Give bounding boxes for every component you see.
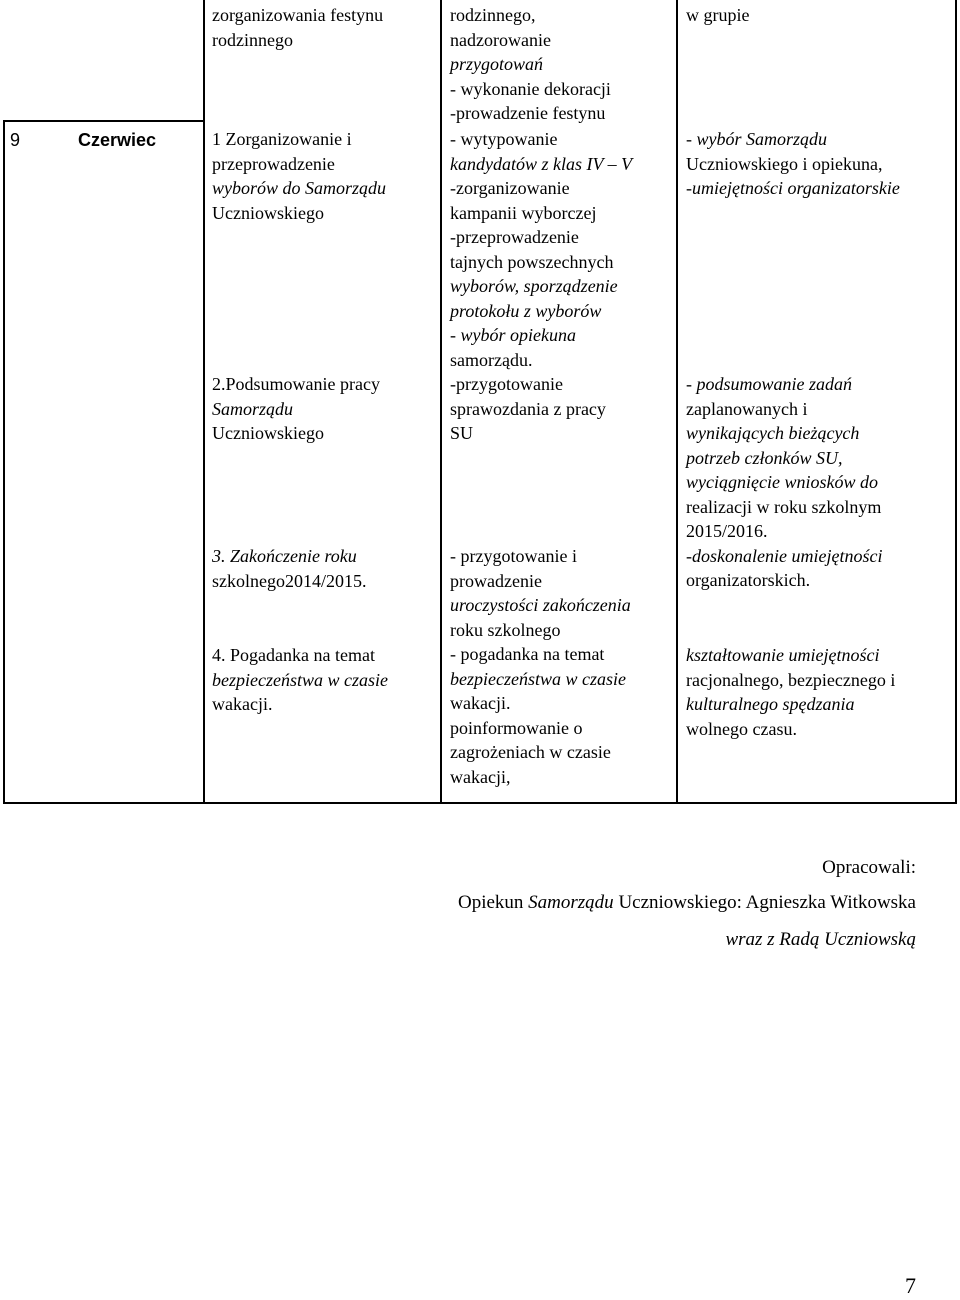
task-line: zorganizowania festynu [212,5,384,25]
task-safety-talk [212,643,388,717]
opiekun-samorzadu: Samorządu [528,892,614,913]
method-line: rodzinnego, [450,5,536,25]
method-line: SU [450,423,474,443]
table-bottom-border [3,802,957,804]
method-line: przygotowań [450,54,544,74]
goal-year-end [686,643,895,741]
goal-line: - podsumowanie zadań [686,374,852,394]
task-line: 2.Podsumowanie pracy [212,374,380,394]
method-line: -przygotowanie [450,374,563,394]
goal-line: -umiejętności organizatorskie [686,178,900,198]
method-line: - wybór opiekuna [450,325,576,345]
goal-line: kulturalnego spędzania [686,694,855,714]
method-line: wakacji. [450,693,511,713]
goal-line: kształtowanie umiejętności [686,645,880,665]
goal-line: realizacji w roku szkolnym [686,496,882,517]
method-line: prowadzenie [450,570,542,591]
goal-line: Uczniowskiego i opiekuna, [686,153,883,174]
goal-line: - wybór Samorządu [686,129,828,149]
task-line: Uczniowskiego [212,423,324,443]
table-column-divider [203,0,205,804]
method-line: sprawozdania z pracy [450,398,606,419]
method-line: - wykonanie dekoracji [450,78,611,99]
goal-line: zaplanowanych i [686,398,808,419]
month-label: Czerwiec [78,130,157,150]
task-line: bezpieczeństwa w czasie [212,669,388,690]
goal-summary [686,372,882,593]
task-line: rodzinnego [212,29,293,50]
task-line: Samorządu [212,398,294,419]
prepared-by-label: Opracowali: [822,857,916,878]
method-line: bezpieczeństwa w czasie [450,668,626,689]
method-line: protokołu z wyborów [450,300,602,321]
task-line: szkolnego2014/2015. [212,570,367,591]
task-line: wakacji. [212,694,273,714]
goal-line: -doskonalenie umiejętności [686,545,883,566]
method-line: -prowadzenie festynu [450,103,606,123]
goal-line: 2015/2016. [686,521,768,541]
page-number: 7 [905,1273,916,1298]
opiekun-rest: Uczniowskiego: Agnieszka Witkowska [613,892,916,913]
method-summary [450,372,606,446]
method-line: - pogadanka na temat [450,644,605,664]
method-line: kandydatów z klas IV – V [450,153,633,174]
task-cell-continuation [212,3,383,52]
goal-line: wyciągnięcie wniosków do [686,472,878,492]
task-line: przeprowadzenie [212,153,335,174]
goal-elections [686,127,900,201]
table-right-border [955,0,957,804]
task-line: wyborów do Samorządu [212,178,387,198]
task-year-end [212,544,367,593]
goal-cell-continuation [686,3,749,28]
opiekun-line [458,890,916,916]
method-line: uroczystości zakończenia [450,595,631,615]
opiekun-prefix: Opiekun [457,892,529,913]
goal-line: wolnego czasu. [686,718,797,739]
method-line: -przeprowadzenie [450,227,579,247]
method-line: samorządu. [450,349,533,370]
method-line: roku szkolnego [450,619,561,640]
method-line: - wytypowanie [450,129,558,149]
method-line: poinformowanie o [450,717,583,738]
goal-line: w grupie [686,5,750,25]
row-number: 9 [10,130,21,150]
task-summary [212,372,380,446]
with-student-council [725,927,916,953]
method-line: wakacji, [450,766,511,787]
goal-line: wynikających bieżących [686,423,860,443]
method-line: - przygotowanie i [450,546,577,566]
goal-line: racjonalnego, bezpiecznego i [686,669,896,690]
method-line: -zorganizowanie [450,178,570,198]
method-line: kampanii wyborczej [450,202,597,223]
method-cell-continuation [450,3,611,126]
method-year-end [450,544,631,789]
task-line: Uczniowskiego [212,202,324,223]
task-elections [212,127,386,225]
table-column-divider [676,0,678,804]
table-divider-row [3,120,205,122]
method-line: wyborów, sporządzenie [450,276,618,296]
with-council-text: wraz z Radą Uczniowską [725,929,916,950]
table-column-divider [440,0,442,804]
table-left-border [3,120,5,804]
goal-line: potrzeb członków SU, [686,447,843,468]
task-line: 1 Zorganizowanie i [212,129,352,149]
goal-line: organizatorskich. [686,570,811,590]
method-line: zagrożeniach w czasie [450,742,611,762]
method-line: nadzorowanie [450,29,551,50]
task-line: 3. Zakończenie roku [212,546,357,566]
method-line: tajnych powszechnych [450,251,614,272]
method-elections [450,127,632,372]
task-line: 4. Pogadanka na temat [212,645,375,665]
